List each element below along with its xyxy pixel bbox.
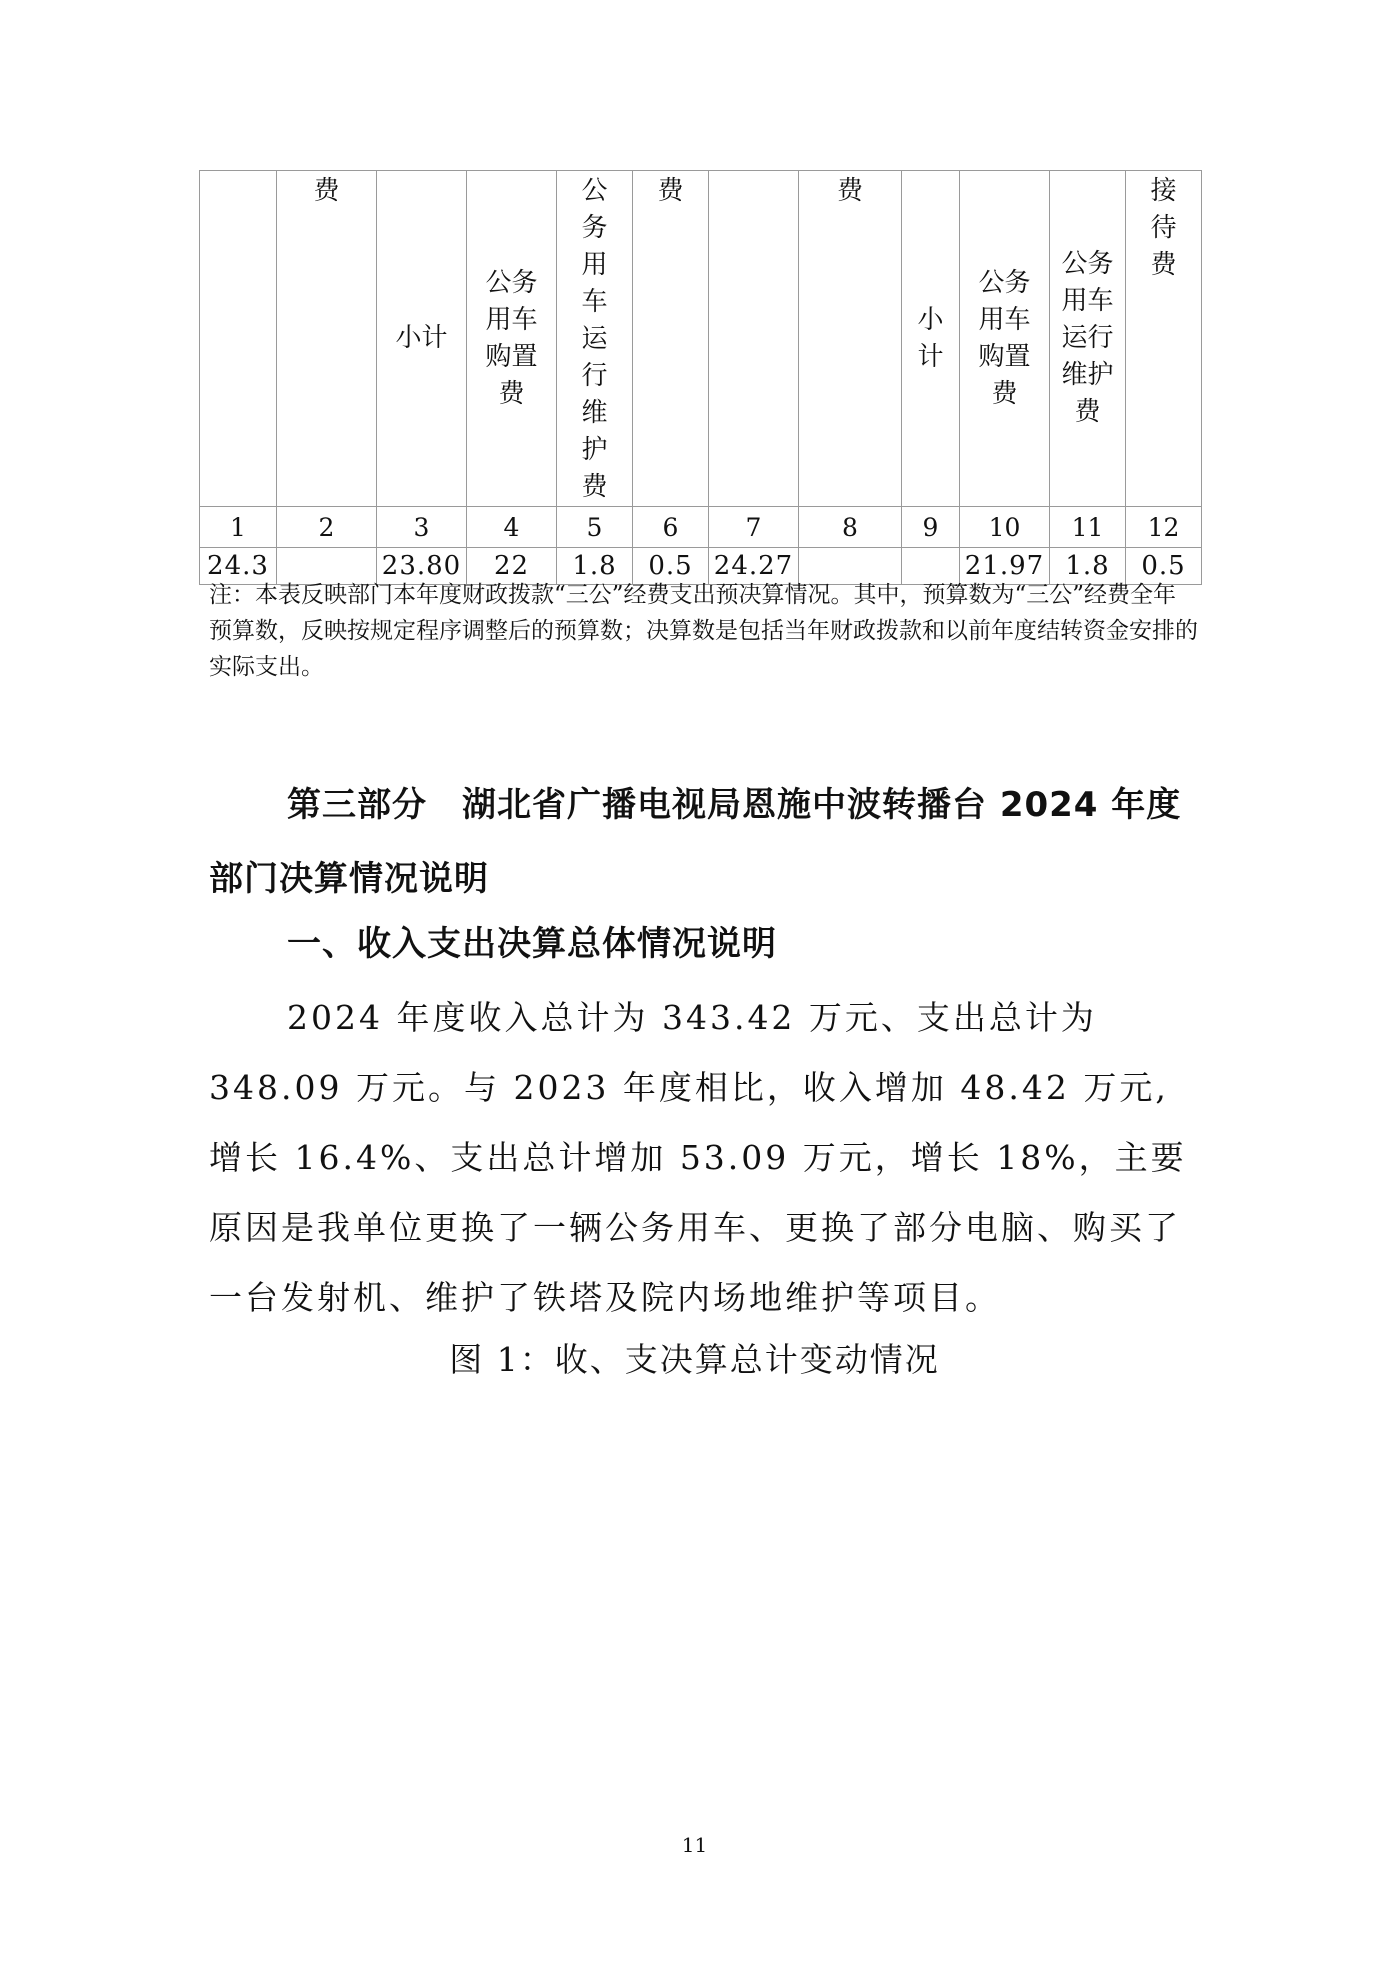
header-cell-5 xyxy=(557,171,633,507)
header-text-line: 购置 xyxy=(978,341,1031,372)
value-cell: 24.3 xyxy=(200,548,277,585)
number-cell: 10 xyxy=(960,507,1050,548)
header-text-line: 费 xyxy=(313,176,340,206)
header-text-line: 公务 xyxy=(485,267,538,298)
number-cell: 9 xyxy=(902,507,960,548)
header-text-line: 用车 xyxy=(978,304,1031,335)
header-cell-6 xyxy=(633,171,709,507)
header-text-line: 公 xyxy=(581,176,608,206)
value-cell: 0.5 xyxy=(633,548,709,585)
three-public-expenses-table xyxy=(199,170,1202,585)
part-heading: 第三部分 湖北省广播电视局恩施中波转播台 2024 年度部门决算情况说明 xyxy=(209,785,1182,899)
header-text-line: 费 xyxy=(1074,397,1101,427)
header-text-line: 用 xyxy=(581,250,608,280)
value-cell: 1.8 xyxy=(557,548,633,585)
header-cell-10 xyxy=(960,171,1050,507)
header-text-line: 公务 xyxy=(978,267,1031,298)
number-cell: 3 xyxy=(377,507,467,548)
header-cell-4 xyxy=(467,171,557,507)
table-number-row xyxy=(200,507,1202,548)
figure-caption: 图 1：收、支决算总计变动情况 xyxy=(449,1340,940,1379)
header-cell-7 xyxy=(709,171,799,507)
section-heading: 一、收入支出决算总体情况说明 xyxy=(287,924,777,964)
value-cell: 0.5 xyxy=(1126,548,1202,585)
header-text-line: 计 xyxy=(917,341,944,372)
header-text-line: 购置 xyxy=(485,341,538,372)
page-number: 11 xyxy=(681,1833,708,1857)
header-text-line: 待 xyxy=(1150,213,1177,243)
number-cell: 4 xyxy=(467,507,557,548)
header-text-line: 费 xyxy=(498,378,525,409)
header-text-line: 护 xyxy=(581,435,608,465)
header-cell-1 xyxy=(200,171,277,507)
table-header-row xyxy=(200,171,1202,507)
header-cell-3 xyxy=(377,171,467,507)
number-cell: 2 xyxy=(277,507,377,548)
header-text-line: 用车 xyxy=(1061,286,1114,316)
header-text-line: 车 xyxy=(581,287,608,317)
header-cell-8 xyxy=(799,171,902,507)
header-text-line: 务 xyxy=(581,213,608,243)
number-cell: 5 xyxy=(557,507,633,548)
value-cell: 23.80 xyxy=(377,548,467,585)
header-text-line: 费 xyxy=(836,176,863,206)
header-text-line: 运 xyxy=(581,324,608,354)
header-text-line: 维 xyxy=(581,398,608,428)
value-cell: 24.27 xyxy=(709,548,799,585)
header-text-line: 费 xyxy=(657,176,684,206)
header-text-line: 小计 xyxy=(395,323,448,353)
number-cell: 12 xyxy=(1126,507,1202,548)
header-text-line: 公务 xyxy=(1061,249,1114,279)
header-text-line: 小 xyxy=(917,304,944,335)
header-text-line: 行 xyxy=(581,361,608,391)
header-text-line: 费 xyxy=(581,472,608,502)
body-paragraph: 2024 年度收入总计为 343.42 万元、支出总计为 348.09 万元。与 2023 年度相比，收入增加 48.42 万元,增长 16.4%、支出总计增加 53.09 万元，增长 18%，主要原因是我单位更换了一辆公务用车、更换了部分电脑、购买了一台发射机、维护了铁塔及院内场地维护等项目。 xyxy=(209,998,1187,1317)
header-text-line: 费 xyxy=(1150,250,1177,280)
header-text-line: 接 xyxy=(1150,176,1177,206)
number-cell: 1 xyxy=(200,507,277,548)
header-text-line: 用车 xyxy=(485,304,538,335)
number-cell: 6 xyxy=(633,507,709,548)
header-cell-12 xyxy=(1126,171,1202,507)
header-text-line: 费 xyxy=(991,378,1018,409)
number-cell: 11 xyxy=(1050,507,1126,548)
number-cell: 7 xyxy=(709,507,799,548)
header-cell-2 xyxy=(277,171,377,507)
header-cell-9 xyxy=(902,171,960,507)
value-cell: 22 xyxy=(467,548,557,585)
header-text-line: 运行 xyxy=(1061,323,1114,353)
header-cell-11 xyxy=(1050,171,1126,507)
value-cell: 21.97 xyxy=(960,548,1050,585)
number-cell: 8 xyxy=(799,507,902,548)
header-text-line: 维护 xyxy=(1061,360,1114,390)
value-cell: 1.8 xyxy=(1050,548,1126,585)
table-note: 注：本表反映部门本年度财政拨款“三公”经费支出预决算情况。其中，预算数为“三公”经费全年预算数，反映按规定程序调整后的预算数；决算数是包括当年财政拨款和以前年度结转资金安排的实际支出。 xyxy=(209,582,1198,680)
